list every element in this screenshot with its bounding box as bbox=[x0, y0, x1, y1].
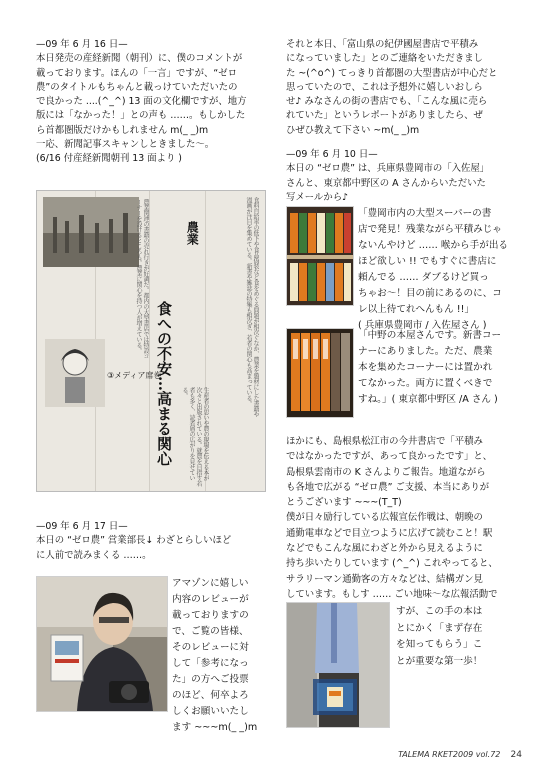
quote-line: 「豊岡市内の大型スーパーの書 bbox=[358, 208, 492, 219]
entry-line: 版には「なかった！」との声も ……。もしかした bbox=[36, 110, 246, 122]
entry-date: —09 年 6 月 10 日— bbox=[286, 149, 378, 160]
reader-photo bbox=[36, 576, 168, 712]
intro-line: ひぜひ教えて下さい ~m(_ _)m bbox=[286, 124, 420, 136]
caption-line: 載っておりますの bbox=[172, 610, 249, 621]
quote-line: 頼んでる …… ダブるけど買っ bbox=[358, 272, 489, 283]
closing-line: 島根県雲南市の K さんよりご報告。地道ながら bbox=[286, 466, 486, 478]
closing-line: とうございます ~~~(T_T) bbox=[286, 497, 402, 509]
nakano-quote bbox=[358, 328, 522, 408]
entry-line: 本日の “ゼロ農” 営業部長↓ わざとらしいほど bbox=[36, 535, 232, 547]
quote-line: レ以上待てれへんもん !!」 bbox=[358, 304, 475, 315]
quote-line: 「中野の本屋さんです。新書コー bbox=[358, 330, 502, 341]
quote-line: ナーにありました。ただ、農業 bbox=[358, 346, 493, 357]
intro-line: それと本日、「富山県の紀伊國屋書店で平積み bbox=[286, 39, 479, 50]
clipping-tag: 農業 bbox=[185, 221, 200, 245]
entry-line: ら首都圏版だけかもしれません m(_ _)m bbox=[36, 124, 209, 136]
quote-line: ちゃお〜！目の前にあるのに、コ bbox=[358, 288, 502, 299]
page-footer bbox=[398, 748, 522, 762]
entry-line: 農”のタイトルもちゃんと載っけていただいたの bbox=[36, 81, 238, 93]
closing-line: 持ち歩いたりしています (^_^) これやってると、 bbox=[286, 558, 498, 570]
page-number: 24 bbox=[510, 750, 522, 760]
closing-paragraph bbox=[286, 434, 522, 602]
closing-line: しています。もしす …… ごい地味〜な広報活動で bbox=[286, 588, 498, 600]
man-with-bag-image bbox=[287, 603, 389, 727]
clipping-section: ③メディア席巻 bbox=[107, 371, 162, 380]
final-paragraph bbox=[396, 604, 524, 670]
caption-line: のほど、何卒よろ bbox=[172, 690, 249, 701]
caption-line: た」の方へご投票 bbox=[172, 674, 249, 685]
review-caption bbox=[172, 576, 272, 736]
entry-line: さんと、東京都中野区の A さんからいただいた bbox=[286, 177, 486, 189]
final-line: とにかく「まず存在 bbox=[396, 622, 483, 634]
entry-0610 bbox=[286, 148, 522, 205]
anime-illustration bbox=[45, 339, 105, 407]
man-reading-image bbox=[37, 577, 167, 711]
final-line: すが、この手の本は bbox=[396, 606, 483, 617]
closing-line: サラリーマン通勤客の方々などは、結構ガン見 bbox=[286, 573, 483, 585]
caption-line: ます ~~~m(_ _)m bbox=[172, 722, 258, 733]
caption-line: で、ご覧の皆様、 bbox=[172, 626, 249, 637]
intro-line: れていた」というレポートがありましたら、ぜ bbox=[286, 110, 483, 122]
closing-line: も各地で広がる “ゼロ農” ご支援、本当にありが bbox=[286, 481, 490, 493]
entry-line: (6/16 付産経新聞朝刊 13 面より ) bbox=[36, 153, 182, 165]
nakano-shelf-photo bbox=[286, 328, 354, 418]
bookstore-image bbox=[287, 329, 353, 417]
toyooka-shelf-photo bbox=[286, 206, 354, 306]
caption-line: そのレビューに対 bbox=[172, 642, 249, 653]
closing-line: ではなかったですが、あって良かったです」と、 bbox=[286, 451, 493, 463]
entry-date: —09 年 6 月 17 日— bbox=[36, 521, 128, 532]
closing-line: 通勤電車などで目立つように広げて読むこと！駅 bbox=[286, 527, 493, 539]
quote-line: ほど欲しい !! でもすぐに書店に bbox=[358, 256, 497, 267]
entry-date: —09 年 6 月 16 日— bbox=[36, 39, 128, 50]
entry-line: 本日発売の産経新聞（朝刊）に、僕のコメントが bbox=[36, 53, 243, 65]
caption-line: しくお願いいたし bbox=[172, 706, 249, 717]
entry-line: 一応、新聞記事スキャンしときました〜。 bbox=[36, 139, 215, 151]
closing-line: などでもこんな風にわざと外から見えるように bbox=[286, 543, 483, 555]
quote-line: ( 兵庫県豊岡市 / 入佐屋さん ) bbox=[358, 320, 487, 331]
intro-line: せ♪ みなさんの街の書店でも、「こんな風に売ら bbox=[286, 96, 488, 108]
quote-line: ないんやけど …… 喉から手が出る bbox=[358, 240, 509, 251]
newspaper-clipping: 食料自給率の低下や食品偽装など食をめぐる問題が相次ぐなか、農業を題材にした書籍や漫画が注目を集めている。新書や雑誌の特集も相次ぎ、若者の関心も高まっている。 食への不安…高まる関心 農業 ③メディア席巻 農業関連の書籍の売れ行きが好調だ。都内の大型書店では特設コーナーを設けるところも。農業に関心を持つ人が増えている。 生産者の思いや農の現場を伝える本が次々と出版されている。就農を目指す若者も多く、読者層の広がりを見せている。 bbox=[36, 190, 266, 492]
quote-line: てなかった。両方に置くべきで bbox=[358, 378, 493, 389]
commuter-photo bbox=[286, 602, 390, 728]
closing-line: ほかにも、島根県松江市の今井書店で「平積み bbox=[286, 436, 483, 447]
entry-line: で良かった ....(^_^) 13 面の文化欄ですが、地方 bbox=[36, 96, 247, 108]
entry-0617 bbox=[36, 520, 272, 563]
intro-line: 思っていたので、これは予想外に嬉しいおしら bbox=[286, 81, 483, 93]
final-line: を知ってもらう」こ bbox=[396, 639, 483, 650]
caption-line: して「参考になっ bbox=[172, 658, 249, 669]
quote-line: 店で発見！残業ながら平積みじゃ bbox=[358, 224, 502, 235]
intro-line: た ~(^o^) てっきり首都圏の大型書店が中心だと bbox=[286, 67, 498, 79]
caption-line: アマゾンに嬉しい bbox=[172, 578, 249, 589]
entry-line: 載っております。ほんの「一言」ですが、“ゼロ bbox=[36, 67, 237, 79]
bookshelf-image bbox=[287, 207, 353, 305]
magazine-name: TALEMA RKET2009 vol.72 bbox=[398, 750, 501, 759]
entry-0616 bbox=[36, 38, 272, 167]
quote-line: すね。」( 東京都中野区 /A さん ) bbox=[358, 394, 498, 405]
entry-line: 写メールから♪ bbox=[286, 191, 349, 203]
closing-line: 僕が日々励行している広報宣伝作戦は、朝晩の bbox=[286, 512, 483, 524]
toyooka-quote bbox=[358, 206, 522, 334]
intro-line: になっていました」とのご連絡をいただきまし bbox=[286, 53, 483, 65]
bookstore-report bbox=[286, 38, 522, 138]
final-line: とが重要な第一歩！ bbox=[396, 655, 483, 667]
entry-line: に人前で読みまくる ……。 bbox=[36, 549, 152, 561]
entry-line: 本日の “ゼロ農” は、兵庫県豊岡市の「入佐屋」 bbox=[286, 163, 490, 175]
caption-line: 内容のレビューが bbox=[172, 594, 249, 605]
quote-line: 本を集めたコーナーには置かれ bbox=[358, 362, 493, 373]
clipping-headline: 食への不安…高まる関心 bbox=[155, 301, 173, 466]
